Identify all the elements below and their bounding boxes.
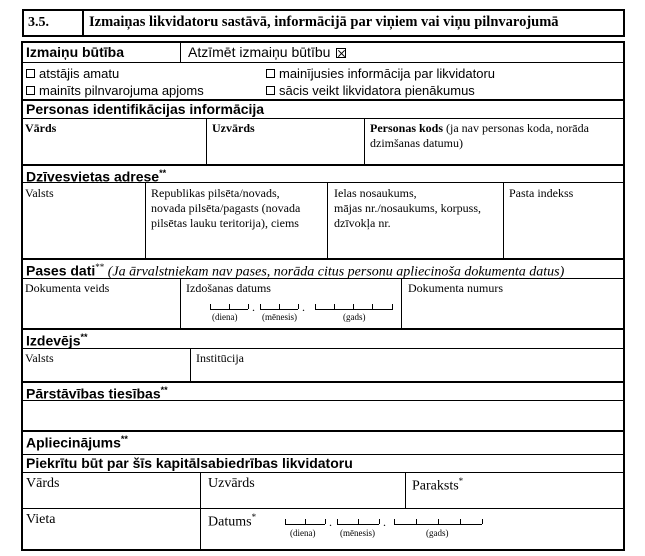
certificate-title: Apliecinājums** [26, 434, 128, 451]
consent-text: Piekrītu būt par šīs kapitālsabiedrības likvidatoru [26, 455, 353, 471]
address-country: Valsts [25, 186, 54, 200]
issue-day-caption: (diena) [212, 312, 238, 322]
checkbox[interactable] [266, 69, 275, 78]
cert-first-name: Vārds [26, 476, 60, 491]
cert-year-caption: (gads) [426, 528, 449, 538]
cert-last-name: Uzvārds [208, 476, 255, 491]
option-started-duties[interactable]: sācis veikt likvidatora pienākumus [266, 83, 475, 98]
checkbox[interactable] [266, 86, 275, 95]
issue-year-caption: (gads) [343, 312, 366, 322]
mark-checkbox[interactable] [336, 48, 346, 58]
address-title: Dzīvesvietas adrese** [26, 168, 167, 185]
passport-title: Pases dati** (Ja ārvalstniekam nav pases, norāda citus personu apliecinoša dokumenta datus) [26, 262, 565, 280]
rights-title: Pārstāvības tiesības** [26, 385, 168, 402]
issuer-country: Valsts [25, 351, 54, 365]
date-label: Datums* [208, 512, 257, 530]
section-title: Izmaiņas likvidatoru sastāvā, informācijā par viņiem vai viņu pilnvarojumā [89, 14, 559, 30]
address-city-l1: Republikas pilsēta/novads, [151, 186, 280, 200]
change-type-mark: Atzīmēt izmaiņu būtību [188, 45, 346, 60]
option-left-quit[interactable]: atstājis amatu [26, 66, 119, 81]
signature-label: Paraksts* [412, 476, 464, 494]
doc-type-label: Dokumenta veids [25, 281, 110, 295]
address-street-l3: dzīvokļa nr. [334, 216, 391, 230]
personal-code-label: Personas kods (ja nav personas koda, norāda [370, 121, 589, 135]
last-name-label: Uzvārds [212, 121, 255, 135]
address-city-l2: novada pilsēta/pagasts (novada [151, 201, 301, 215]
section-number: 3.5. [28, 15, 49, 30]
address-street-l2: mājas nr./nosaukums, korpuss, [334, 201, 481, 215]
issue-date-label: Izdošanas datums [186, 281, 271, 295]
checkbox[interactable] [26, 69, 35, 78]
issuer-title: Izdevējs** [26, 332, 88, 349]
change-type-label: Izmaiņu būtība [26, 44, 124, 60]
address-postal: Pasta indekss [509, 186, 574, 200]
identification-title: Personas identifikācijas informācija [26, 101, 265, 117]
cert-month-caption: (mēnesis) [340, 528, 375, 538]
cert-day-caption: (diena) [290, 528, 316, 538]
address-street-l1: Ielas nosaukums, [334, 186, 417, 200]
personal-code-note: dzimšanas datumu) [370, 136, 463, 150]
issuer-institution: Institūcija [196, 351, 244, 365]
doc-number-label: Dokumenta numurs [408, 281, 503, 295]
first-name-label: Vārds [25, 121, 57, 135]
checkbox[interactable] [26, 86, 35, 95]
option-info-changed[interactable]: mainījusies informācija par likvidatoru [266, 66, 495, 81]
option-authority-changed[interactable]: mainīts pilnvarojuma apjoms [26, 83, 204, 98]
issue-month-caption: (mēnesis) [262, 312, 297, 322]
address-city-l3: pilsētas lauku teritorija), ciems [151, 216, 299, 230]
place-label: Vieta [26, 512, 56, 527]
